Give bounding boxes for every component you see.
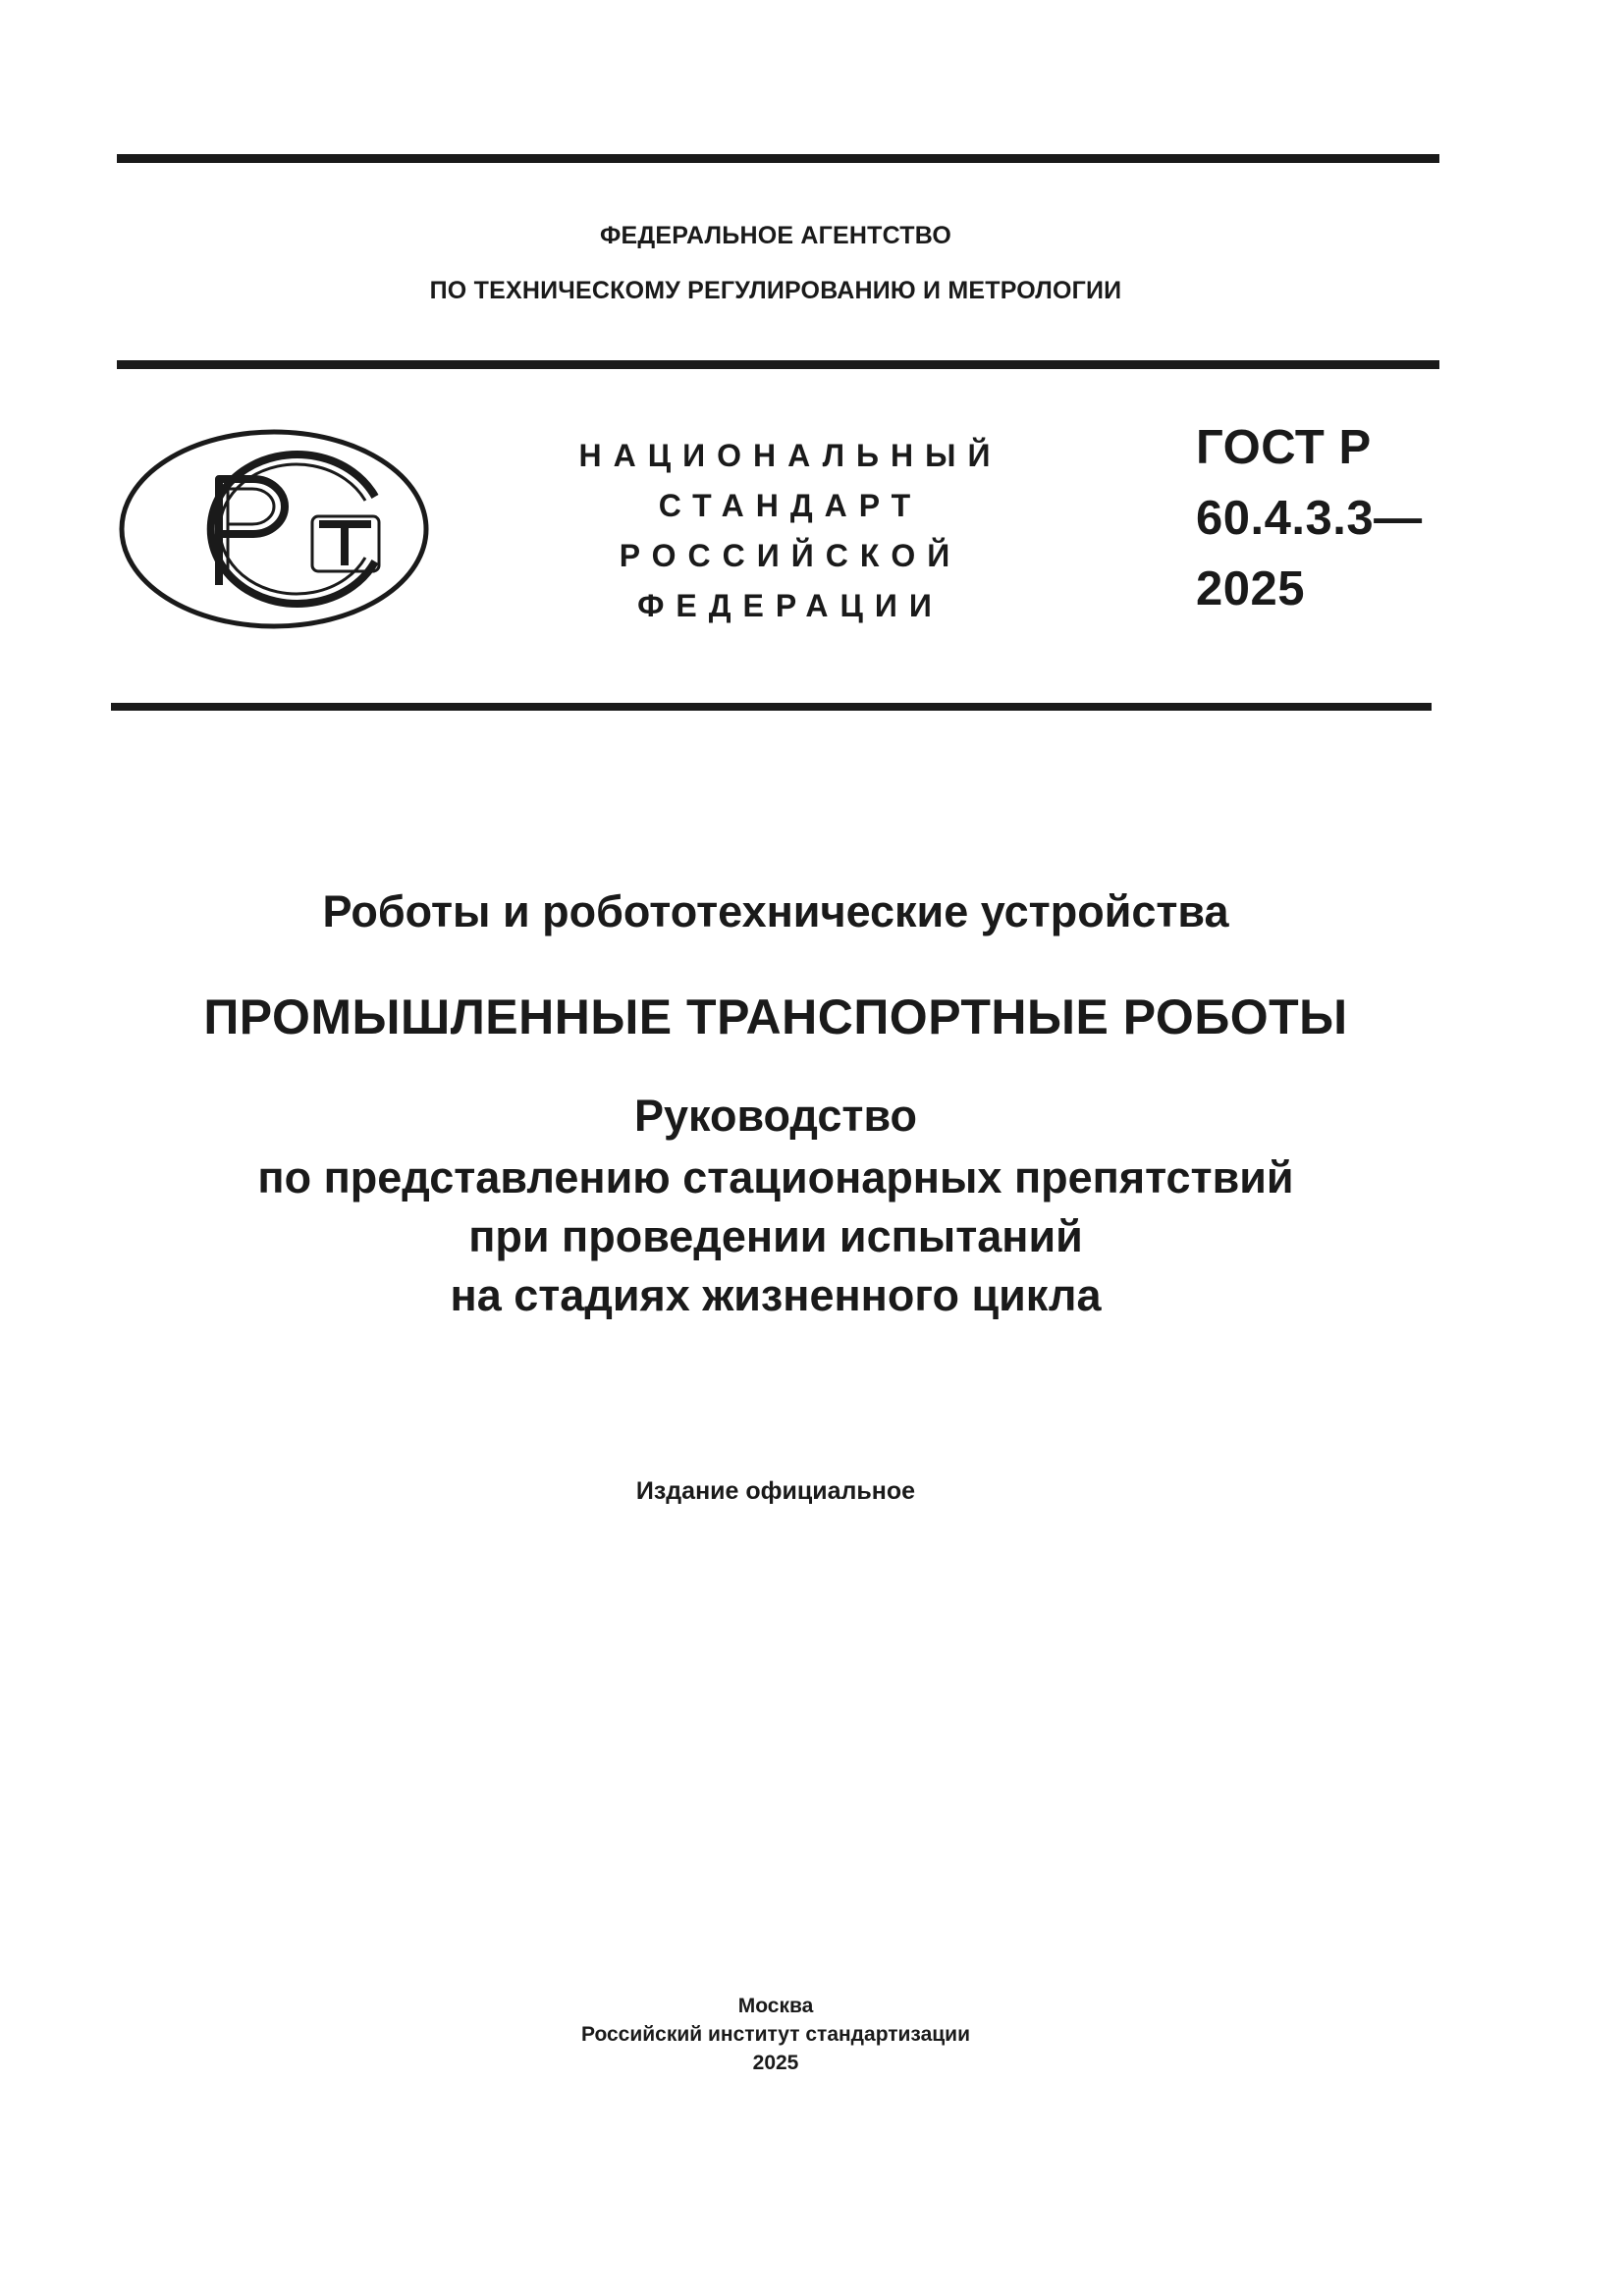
national-standard-line1: НАЦИОНАЛЬНЫЙ (578, 438, 1002, 473)
main-title: ПРОМЫШЛЕННЫЕ ТРАНСПОРТНЫЕ РОБОТЫ (203, 989, 1348, 1044)
series-title: Роботы и робототехнические устройства (322, 886, 1229, 936)
imprint-city: Москва (737, 1995, 814, 2017)
national-standard-line4: ФЕДЕРАЦИИ (637, 588, 944, 623)
standard-designation-line2: 60.4.3.3— (1196, 492, 1423, 545)
bottom-rule (111, 703, 1432, 711)
edition-note: Издание официальное (635, 1477, 916, 1505)
imprint-year: 2025 (752, 2052, 799, 2074)
standard-designation-line3: 2025 (1196, 562, 1306, 615)
standard-designation-line1: ГОСТ Р (1196, 421, 1372, 474)
national-standard-line2: СТАНДАРТ (658, 488, 923, 523)
rst-mark-icon (118, 428, 432, 630)
imprint-publisher: Российский институт стандартизации (580, 2023, 971, 2046)
top-rule (117, 154, 1439, 163)
subtitle-line: Руководство (633, 1091, 918, 1141)
agency-name-line1: ФЕДЕРАЛЬНОЕ АГЕНТСТВО (600, 222, 951, 249)
subtitle-line: по представлению стационарных препятствий (257, 1152, 1294, 1202)
agency-name-line2: ПО ТЕХНИЧЕСКОМУ РЕГУЛИРОВАНИЮ И МЕТРОЛОГИИ (429, 277, 1122, 304)
middle-rule (117, 360, 1439, 369)
subtitle-line: на стадиях жизненного цикла (450, 1270, 1102, 1320)
national-standard-line3: РОССИЙСКОЙ (619, 538, 962, 573)
subtitle-line: при проведении испытаний (468, 1211, 1083, 1261)
